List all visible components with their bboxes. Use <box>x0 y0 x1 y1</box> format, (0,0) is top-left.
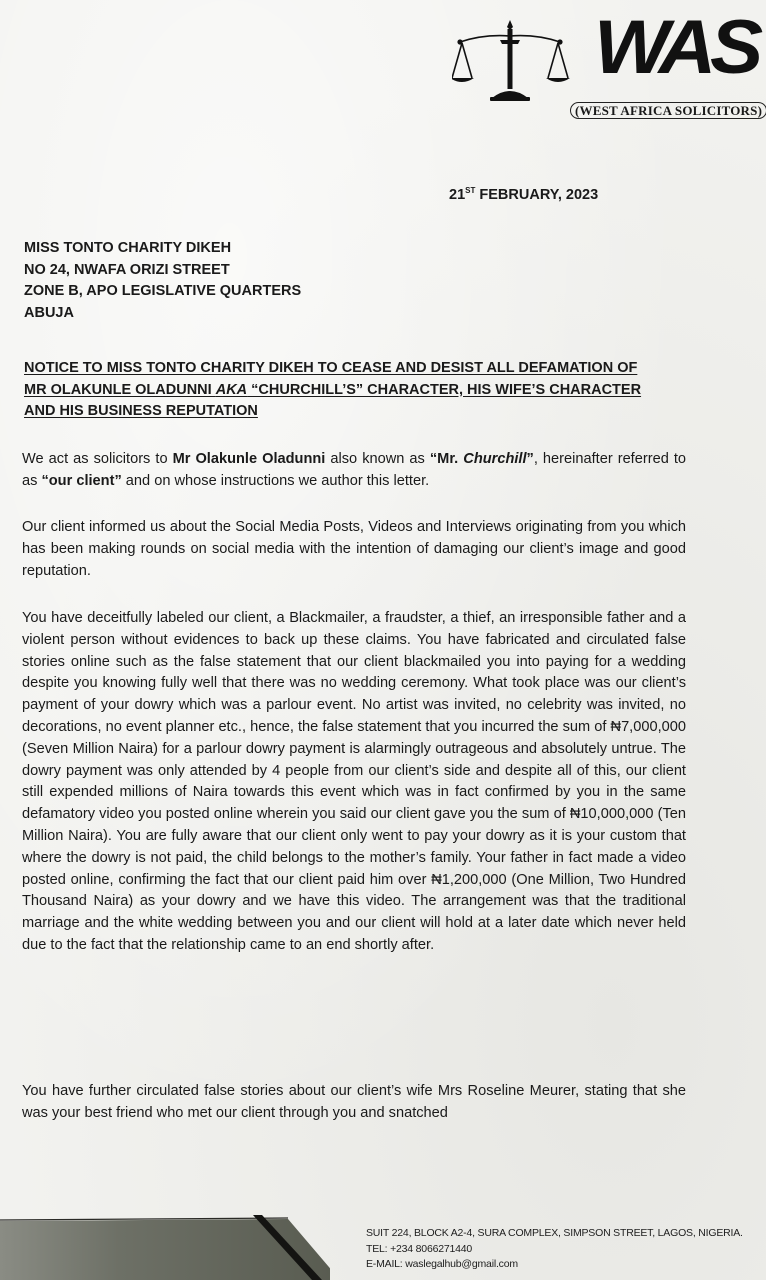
footer-tel: TEL: +234 8066271440 <box>366 1242 473 1255</box>
logo-text: WAS <box>594 5 757 90</box>
subject-heading: NOTICE TO MISS TONTO CHARITY DIKEH TO CEASE AND DESIST ALL DEFAMATION OF MR OLAKUNLE OLADUNNI AKA “CHURCHILL’S” CHARACTER, HIS WIFE’S CHARACTER AND HIS BUSINESS REPUTATION <box>24 360 642 419</box>
paragraph-2: Our client informed us about the Social Media Posts, Videos and Interviews originating from you which has been making rounds on social media with the intention of damaging our client’s image and good reputation. <box>22 519 686 579</box>
paragraph-3: You have deceitfully labeled our client, a Blackmailer, a fraudster, a thief, an irresponsible father and a violent person without evidences to back up these claims. You have fabricated and circulated false stories online such as the false statement that our client blackmailed you into paying for a wedding despite you knowing fully well that there was no wedding ceremony. What took place was our client’s payment of your dowry which was a parlour event. No artist was invited, no celebrity was invited, no decorations, no event planner etc., hence, the false statement that you incurred the sum of ₦7,000,000 (Seven Million Naira) for a parlour dowry payment is alarmingly outrageous and absolutely untrue. The dowry payment was only attended by 4 people from our client’s side and despite all of this, our client still expended millions of Naira towards this event which was in fact confirmed by you in the same defamatory video you posted online wherein you said our client gave you the sum of ₦10,000,000 (Ten Million Naira). You are fully aware that our client only went to pay your dowry as it is your custom that where the dowry is not paid, the child belongs to the mother’s family. Your father in fact made a video posted online, confirming the fact that our client paid him over ₦1,200,000 (One Million, Two Hundred Thousand Naira) as your dowry and we have this video. The arrangement was that the traditional marriage and the white wedding between you and our client will hold at a later date which never held due to the fact that the relationship came to an end shortly after. <box>22 610 686 953</box>
firm-name: (WEST AFRICA SOLICITORS) <box>570 102 766 119</box>
recipient-city: ABUJA <box>24 304 74 321</box>
footer-email: E-MAIL: waslegalhub@gmail.com <box>366 1258 518 1270</box>
scales-of-justice-icon <box>452 18 572 104</box>
footer-decorative-bar <box>0 1213 330 1280</box>
letter-date: 21ST FEBRUARY, 2023 <box>449 186 599 203</box>
paragraph-4: You have further circulated false stories about our client’s wife Mrs Roseline Meurer, stating that she was your best friend who met our client through you and snatched <box>22 1083 686 1121</box>
footer-contact <box>366 1226 743 1273</box>
recipient-zone: ZONE B, APO LEGISLATIVE QUARTERS <box>24 283 302 299</box>
recipient-street: NO 24, NWAFA ORIZI STREET <box>24 261 230 278</box>
recipient-address <box>24 238 301 324</box>
footer-address: SUIT 224, BLOCK A2-4, SURA COMPLEX, SIMPSON STREET, LAGOS, NIGERIA. <box>366 1227 743 1239</box>
paragraph-1: We act as solicitors to Mr Olakunle Oladunni also known as “Mr. Churchill”, hereinafter referred to as “our client” and on whose instructions we author this letter. <box>22 451 687 489</box>
recipient-name: MISS TONTO CHARITY DIKEH <box>24 240 232 256</box>
letterhead-logo <box>448 4 766 120</box>
